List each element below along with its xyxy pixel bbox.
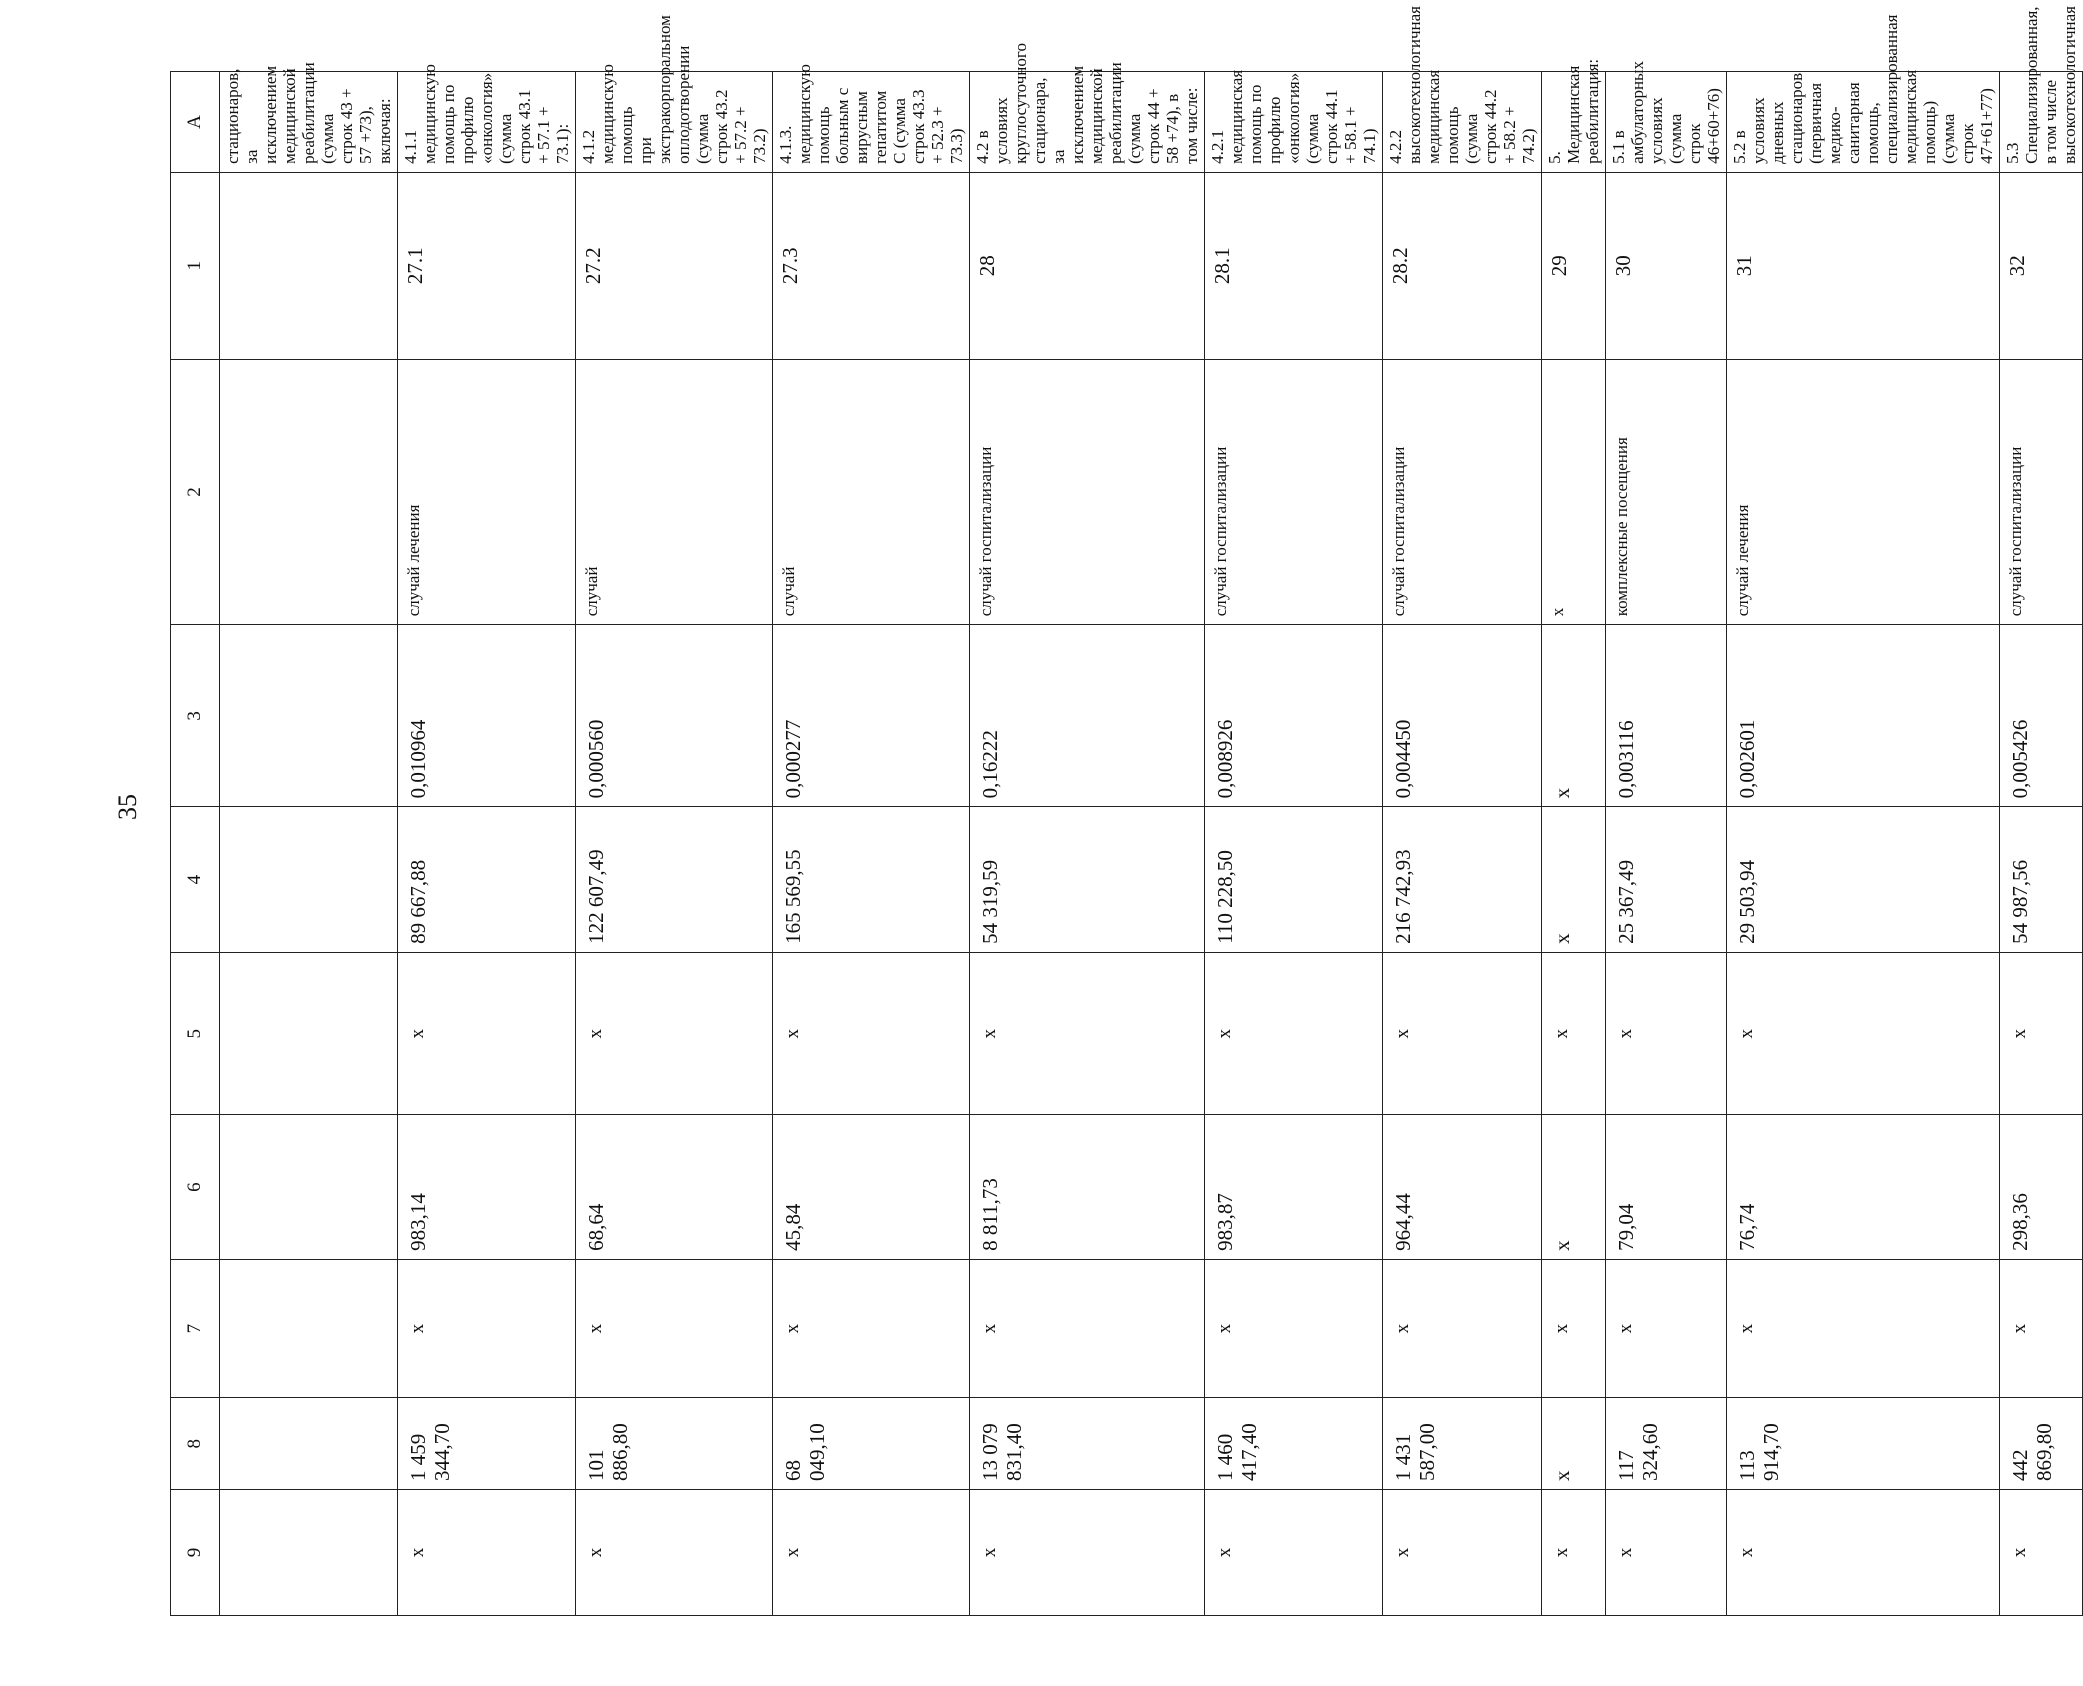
table-row	[1383, 72, 1542, 1616]
cell-c6: 76,74	[1727, 1115, 2000, 1259]
cell-c4: 216 742,93	[1383, 807, 1542, 952]
cell-a: 4.1.2 медицинскую помощь при экстракорпоральном оплодотворении (сумма строк 43.2 + 57.2 + 73.2)	[576, 72, 773, 173]
cell-c2	[220, 359, 398, 625]
cell-c2: случай лечения	[1727, 359, 2000, 625]
cell-a: 5.3 Специализированная, в том числе высокотехнологичная	[2000, 72, 2083, 173]
col-header-9: 8	[171, 1398, 220, 1490]
cell-c1: 28.2	[1383, 172, 1542, 359]
cell-c9: x	[1606, 1490, 1727, 1616]
cell-c5: x	[398, 952, 576, 1115]
table-body	[220, 6, 2083, 1616]
cell-c7: x	[576, 1259, 773, 1398]
cell-c3: 0,16222	[970, 625, 1205, 807]
cell-c1: 27.1	[398, 172, 576, 359]
cell-c6: 983,14	[398, 1115, 576, 1259]
col-header-a: 9	[171, 1490, 220, 1616]
cell-c4: 89 667,88	[398, 807, 576, 952]
cell-c6: 79,04	[1606, 1115, 1727, 1259]
cell-c4: 54 319,59	[970, 807, 1205, 952]
financing-table	[170, 6, 2083, 1616]
cell-c4: 25 367,49	[1606, 807, 1727, 952]
cell-c4: 54 987,56	[2000, 807, 2083, 952]
cell-c8: x	[1542, 1398, 1606, 1490]
cell-a: стационаров, за исключением медицинской реабилитации (сумма строк 43 + 57 +73), включая:	[220, 72, 398, 173]
table-row	[398, 72, 576, 1616]
table-row	[1727, 72, 2000, 1616]
cell-c1	[220, 172, 398, 359]
cell-c1: 28.1	[1205, 172, 1383, 359]
cell-c1: 27.2	[576, 172, 773, 359]
cell-c3: 0,005426	[2000, 625, 2083, 807]
cell-c6	[220, 1115, 398, 1259]
cell-c9: x	[1727, 1490, 2000, 1616]
cell-c1: 30	[1606, 172, 1727, 359]
cell-c7: x	[398, 1259, 576, 1398]
cell-c7: x	[2000, 1259, 2083, 1398]
cell-c8: 101 886,80	[576, 1398, 773, 1490]
header-row	[171, 72, 220, 1616]
cell-c6: 8 811,73	[970, 1115, 1205, 1259]
cell-a: 4.1.3. медицинскую помощь больным с вирусным гепатитом С (сумма строк 43.3 + 52.3 + 73.3)	[773, 72, 970, 173]
cell-c9: x	[970, 1490, 1205, 1616]
cell-c3	[220, 625, 398, 807]
cell-c2: случай	[773, 359, 970, 625]
table-row	[773, 72, 970, 1616]
cell-c5: x	[576, 952, 773, 1115]
cell-c4: 122 607,49	[576, 807, 773, 952]
cell-c1: 32	[2000, 172, 2083, 359]
cell-c8: 1 431 587,00	[1383, 1398, 1542, 1490]
cell-c6: 298,36	[2000, 1115, 2083, 1259]
cell-c5	[220, 952, 398, 1115]
col-header-2: 1	[171, 172, 220, 359]
cell-a: 5.2 в условиях дневных стационаров (первичная медико-санитарная помощь, специализированная медицинская помощь) (сумма строк 47+61+77)	[1727, 72, 2000, 173]
cell-c8: 13 079 831,40	[970, 1398, 1205, 1490]
cell-c9: x	[1383, 1490, 1542, 1616]
cell-c9: x	[773, 1490, 970, 1616]
cell-c9: x	[398, 1490, 576, 1616]
cell-c8: 68 049,10	[773, 1398, 970, 1490]
cell-c5: x	[1542, 952, 1606, 1115]
cell-a: 4.2 в условиях круглосуточного стационара, за исключением медицинской реабилитации (сумма строк 44 + 58 +74), в том числе:	[970, 72, 1205, 173]
cell-c3: 0,008926	[1205, 625, 1383, 807]
col-header-1: А	[171, 72, 220, 173]
col-header-3: 2	[171, 359, 220, 625]
cell-c4: 110 228,50	[1205, 807, 1383, 952]
cell-c2: случай	[576, 359, 773, 625]
cell-c7: x	[1383, 1259, 1542, 1398]
cell-c7: x	[1542, 1259, 1606, 1398]
cell-c3: 0,003116	[1606, 625, 1727, 807]
table-row	[1542, 72, 1606, 1616]
cell-c7: x	[773, 1259, 970, 1398]
table-row	[1606, 72, 1727, 1616]
table-row	[1205, 72, 1383, 1616]
cell-c2: случай госпитализации	[2000, 359, 2083, 625]
cell-c3: 0,004450	[1383, 625, 1542, 807]
cell-c5: x	[1606, 952, 1727, 1115]
cell-c8: 113 914,70	[1727, 1398, 2000, 1490]
cell-a: 4.1.1 медицинскую помощь по профилю «онкология» (сумма строк 43.1 + 57.1 + 73.1):	[398, 72, 576, 173]
page-number: 35	[113, 794, 142, 820]
cell-c8: 442 869,80	[2000, 1398, 2083, 1490]
col-header-8: 7	[171, 1259, 220, 1398]
cell-c3: 0,010964	[398, 625, 576, 807]
cell-c6: 68,64	[576, 1115, 773, 1259]
cell-c1: 29	[1542, 172, 1606, 359]
cell-c6: x	[1542, 1115, 1606, 1259]
cell-a: 5. Медицинская реабилитация:	[1542, 72, 1606, 173]
table-row	[970, 72, 1205, 1616]
cell-c3: 0,000560	[576, 625, 773, 807]
cell-a: 5.1 в амбулаторных условиях (сумма строк 46+60+76)	[1606, 72, 1727, 173]
col-header-4: 3	[171, 625, 220, 807]
table-row	[576, 72, 773, 1616]
col-header-6: 5	[171, 952, 220, 1115]
cell-c7: x	[970, 1259, 1205, 1398]
cell-c5: x	[970, 952, 1205, 1115]
cell-c3: 0,002601	[1727, 625, 2000, 807]
cell-c6: 964,44	[1383, 1115, 1542, 1259]
cell-c7	[220, 1259, 398, 1398]
cell-c5: x	[1727, 952, 2000, 1115]
cell-c9: x	[1542, 1490, 1606, 1616]
cell-c7: x	[1727, 1259, 2000, 1398]
cell-c8: 1 460 417,40	[1205, 1398, 1383, 1490]
cell-c4: x	[1542, 807, 1606, 952]
cell-a: 4.2.2 высокотехнологичная медицинская помощь (сумма строк 44.2 + 58.2 + 74.2)	[1383, 72, 1542, 173]
cell-c2: случай госпитализации	[970, 359, 1205, 625]
cell-c4: 165 569,55	[773, 807, 970, 952]
cell-c9: x	[576, 1490, 773, 1616]
cell-c9	[220, 1490, 398, 1616]
col-header-7: 6	[171, 1115, 220, 1259]
cell-c9: x	[2000, 1490, 2083, 1616]
cell-c1: 27.3	[773, 172, 970, 359]
cell-c6: 45,84	[773, 1115, 970, 1259]
cell-c5: x	[773, 952, 970, 1115]
rotated-table-container	[170, 6, 2079, 1616]
cell-c1: 31	[1727, 172, 2000, 359]
cell-c7: x	[1205, 1259, 1383, 1398]
cell-c4: 29 503,94	[1727, 807, 2000, 952]
cell-c7: x	[1606, 1259, 1727, 1398]
table-row	[2000, 72, 2083, 1616]
cell-c5: x	[1205, 952, 1383, 1115]
col-header-5: 4	[171, 807, 220, 952]
cell-c9: x	[1205, 1490, 1383, 1616]
cell-c8	[220, 1398, 398, 1490]
cell-c8: 1 459 344,70	[398, 1398, 576, 1490]
cell-a: 4.2.1 медицинская помощь по профилю «онкология» (сумма строк 44.1 + 58.1 + 74.1)	[1205, 72, 1383, 173]
cell-c5: x	[2000, 952, 2083, 1115]
cell-c5: x	[1383, 952, 1542, 1115]
cell-c3: 0,000277	[773, 625, 970, 807]
cell-c3: x	[1542, 625, 1606, 807]
table-row	[220, 72, 398, 1616]
cell-c4	[220, 807, 398, 952]
cell-c2: случай лечения	[398, 359, 576, 625]
cell-c8: 117 324,60	[1606, 1398, 1727, 1490]
cell-c6: 983,87	[1205, 1115, 1383, 1259]
cell-c2: x	[1542, 359, 1606, 625]
cell-c1: 28	[970, 172, 1205, 359]
cell-c2: случай госпитализации	[1383, 359, 1542, 625]
cell-c2: комплексные посещения	[1606, 359, 1727, 625]
cell-c2: случай госпитализации	[1205, 359, 1383, 625]
